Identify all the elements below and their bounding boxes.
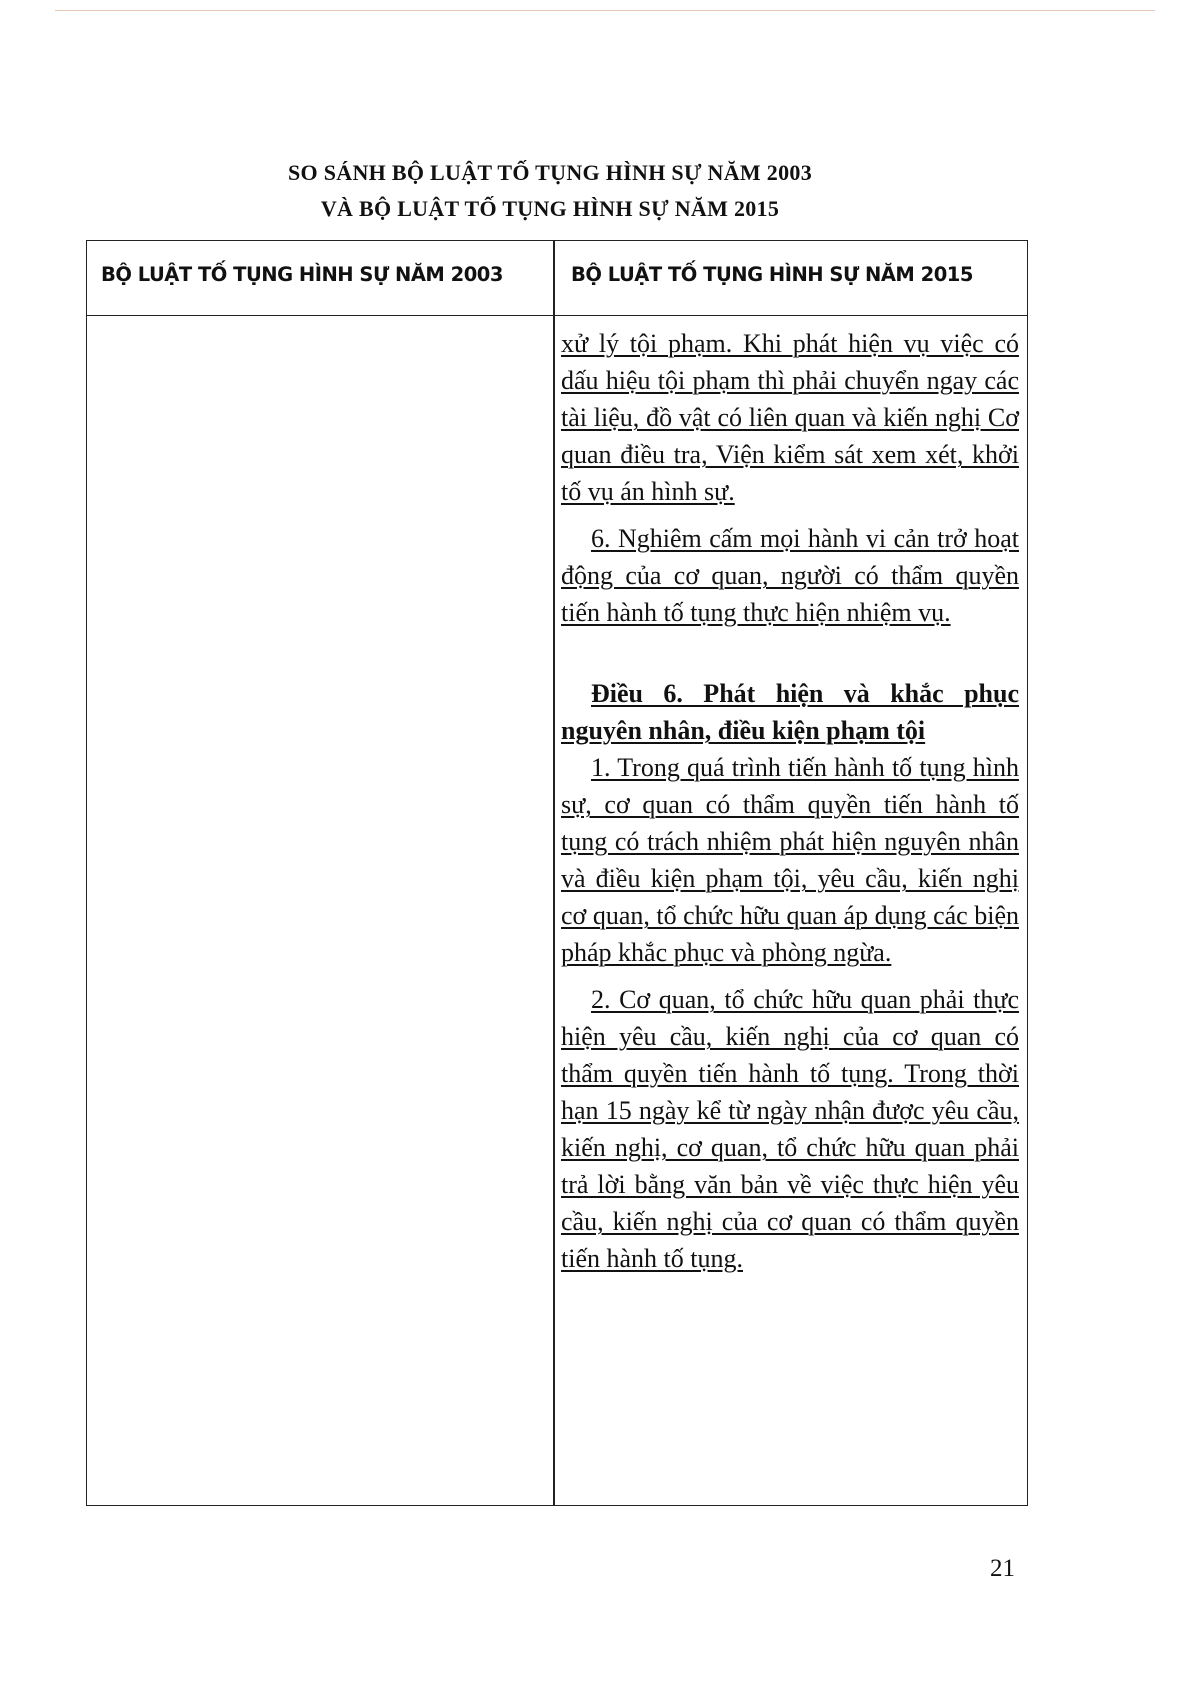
comparison-table	[86, 240, 1028, 1506]
header-2003: BỘ LUẬT TỐ TỤNG HÌNH SỰ NĂM 2003	[101, 263, 503, 286]
paragraph-continuation: xử lý tội phạm. Khi phát hiện vụ việc có dấu hiệu tội phạm thì phải chuyển ngay các tài liệu, đồ vật có liên quan và kiến nghị Cơ quan điều tra, Viện kiểm sát xem xét, khởi tố vụ án hình sự.	[561, 329, 1019, 506]
top-edge-line	[55, 10, 1155, 11]
paragraph-article-6-clause-1: 1. Trong quá trình tiến hành tố tụng hình sự, cơ quan có thẩm quyền tiến hành tố tụng có trách nhiệm phát hiện nguyên nhân và điều kiện phạm tội, yêu cầu, kiến nghị cơ quan, tổ chức hữu quan áp dụng các biện pháp khắc phục và phòng ngừa.	[561, 753, 1019, 967]
header-2015: BỘ LUẬT TỐ TỤNG HÌNH SỰ NĂM 2015	[571, 263, 973, 286]
column-2015-content	[561, 325, 1019, 1277]
paragraph-clause-6: 6. Nghiêm cấm mọi hành vi cản trở hoạt động của cơ quan, người có thẩm quyền tiến hành tố tụng thực hiện nhiệm vụ.	[561, 524, 1019, 627]
page-title	[0, 155, 1100, 227]
column-divider	[553, 241, 555, 1505]
title-line-1: SO SÁNH BỘ LUẬT TỐ TỤNG HÌNH SỰ NĂM 2003	[288, 160, 812, 185]
article-6-heading: Điều 6. Phát hiện và khắc phục nguyên nhân, điều kiện phạm tội	[561, 679, 1019, 745]
page-number: 21	[990, 1555, 1015, 1582]
title-line-2: VÀ BỘ LUẬT TỐ TỤNG HÌNH SỰ NĂM 2015	[320, 196, 780, 221]
paragraph-article-6-clause-2: 2. Cơ quan, tổ chức hữu quan phải thực hiện yêu cầu, kiến nghị của cơ quan có thẩm quyền tiến hành tố tụng. Trong thời hạn 15 ngày kể từ ngày nhận được yêu cầu, kiến nghị, cơ quan, tổ chức hữu quan phải trả lời bằng văn bản về việc thực hiện yêu cầu, kiến nghị của cơ quan có thẩm quyền tiến hành tố tụng.	[561, 985, 1019, 1273]
table-header-row	[87, 241, 1027, 316]
